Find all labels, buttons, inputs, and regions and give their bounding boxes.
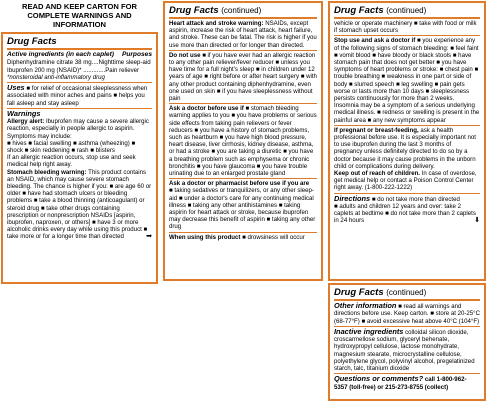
allergy-symptoms: ■ hives ■ facial swelling ■ asthma (wheezing) ■ shock ■ skin reddening ■ rash ■ blisters (7, 139, 136, 155)
continued-label: (continued) (386, 288, 427, 297)
ask-doctor-text: ■ stomach bleeding warning applies to you ■ you have problems or serious side effects from taking pain relievers or fever reducers ■ you have a history of stomach problems, such as heartburn ■ you have high blood pressure, heart disease, liver cirrhosis, kidney disease, asthma, or had a stroke ■ you are taking a diuretic ■ you have a breathing problem such as emphysema or chronic bronchitis ■ you have glaucoma ■ you have trouble urinating due to an enlarged prostate gland (169, 105, 317, 178)
allergy-label: Allergy alert: (7, 118, 45, 126)
continued-top-text: vehicle or operate machinery ■ take with food or milk if stomach upset occurs (334, 20, 477, 35)
do-not-use-label: Do not use (169, 51, 201, 59)
inactive-ingredients-label: Inactive ingredients (334, 326, 404, 336)
keep-away-text: In case of overdose, get medical help or contact a Poison Control Center right away. (1-800-222-1222) (334, 170, 477, 192)
continued-label: (continued) (386, 6, 427, 15)
bleeding-label: Stomach bleeding warning: (7, 168, 87, 176)
uses-label: Uses (7, 83, 25, 93)
ask-pharmacist-text: ■ taking sedatives or tranquilizers, or any other sleep-aid ■ under a doctor's care for any continuing medical illness ■ taking any other antihistamines ■ taking aspirin for heart attack or stroke, because ibuprofen may decrease this benefit of aspirin ■ taking any other drug (169, 187, 316, 231)
pregnancy-text: ask a health professional before use. It is especially important not to use ibuprofen during the last 3 months of pregnancy unless definitely directed to do so by a doctor because it may cause problems in the unborn child or complications during delivery. (334, 126, 476, 170)
down-arrow-icon: ⬇ (474, 217, 480, 225)
middle-panel (163, 1, 323, 281)
warnings-label: Warnings (7, 108, 41, 118)
active-row-1: Diphenhydramine citrate 38 mg....Nighttime sleep-aid (7, 59, 151, 67)
drug-facts-title: Drug Facts (169, 5, 219, 16)
drug-facts-title: Drug Facts (334, 287, 384, 298)
bottom-panel (328, 283, 486, 401)
keep-away-label: Keep out of reach of children. (334, 170, 420, 178)
other-info-text: ■ read all warnings and directions before use. Keep carton. ■ store at 20-25°C (68-77°F) ■ avoid excessive heat above 40°C (104°F) (334, 303, 481, 325)
pregnancy-label: If pregnant or breast-feeding, (334, 126, 419, 134)
allergy-text: Ibuprofen may cause a severe allergic reaction, especially in people allergic to aspirin. Symptoms may include: (7, 118, 149, 140)
inactive-ingredients-text: colloidal silicon dioxide, croscarmellose sodium, glyceryl behenate, hydroxypropyl cellulose, lactose monohydrate, magnesium stearate, microcrystalline cellulose, polyethylene glycol, polyvinyl alcohol, pregelatinized starch, talc, titanium dioxide (334, 328, 475, 373)
directions-first: ■ do not take more than directed (371, 195, 460, 203)
ask-pharmacist-label: Ask a doctor or pharmacist before use if you are (169, 180, 310, 188)
right-panel (328, 1, 486, 281)
heart-warning-text: NSAIDs, except aspirin, increase the risk of heart attack, heart failure, and stroke. These can be fatal. The risk is higher if you use more than directed or for longer than directed. (169, 20, 317, 49)
carton-notice: READ AND KEEP CARTON FOR COMPLETE WARNINGS AND INFORMATION (21, 2, 138, 29)
heart-warning-label: Heart attack and stroke warning: (169, 20, 264, 27)
active-row-2: Ibuprofen 200 mg (NSAID)* .............Pain reliever (7, 66, 140, 74)
stop-use-text: ■ you experience any of the following signs of stomach bleeding: ■ feel faint ■ vomit blood ■ have bloody or black stools ■ have stomach pain that does not get better ■ you have symptoms of heart problems or stroke: ■ chest pain ■ trouble breathing ■ weakness in one part or side of body ■ slurred speech ■ leg swelling ■ pain gets worse or lasts more than 10 days ■ sleeplessness persists continuously for more than 2 weeks. Insomnia may be a symptom of a serious underlying medical illness. ■ redness or swelling is present in the painful area ■ any new symptoms appear (334, 37, 480, 124)
allergy-tail: If an allergic reaction occurs, stop use and seek medical help right away. (7, 154, 136, 169)
uses-text: ■ for relief of occasional sleeplessness when associated with minor aches and pains ■ helps you fall asleep and stay asleep (7, 85, 148, 107)
active-ingredients-label: Active ingredients (in each caplet) (7, 51, 114, 58)
drug-facts-box-1 (1, 32, 158, 284)
when-using-label: When using this product (169, 233, 241, 241)
questions-text: call 1-800-962-5357 (toll-free) or 215-273-8755 (collect) (334, 376, 467, 391)
stop-use-label: Stop use and ask a doctor if (334, 37, 416, 45)
left-panel (0, 0, 159, 403)
when-using-text: ■ drowsiness will occur (242, 233, 305, 241)
drug-facts-title: Drug Facts (334, 5, 384, 16)
drug-facts-title: Drug Facts (7, 36, 57, 47)
continued-label: (continued) (221, 6, 262, 15)
continue-arrow-icon: ➡ (146, 233, 152, 241)
other-info-label: Other information (334, 301, 397, 310)
directions-text: ■ adults and children 12 years and over: take 2 caplets at bedtime ■ do not take more than 2 caplets in 24 hours (334, 203, 476, 225)
do-not-use-text: ■ if you have ever had an allergic reaction to any other pain reliever/fever reducer ■ unless you have time for a full night's sleep ■ in children under 12 years of age ■ right before or after heart surgery ■ with any other product containing diphenhydramine, even one used on skin ■ if you have sleeplessness without pain (169, 51, 317, 103)
bleeding-text: This product contains an NSAID, which may cause severe stomach bleeding. The chance is higher if you: ■ are age 60 or older ■ have had stomach ulcers or bleeding problems ■ take a blood thinning (anticoagulant) or steroid drug ■ take other drugs containing prescription or nonprescription NSAIDs [aspirin, ibuprofen, naproxen, or others] ■ have 3 or more alcoholic drinks every day while using this product ■ take more or for a longer time than directed (7, 168, 152, 241)
purposes-label: Purposes (121, 51, 152, 58)
directions-label: Directions (334, 193, 371, 203)
questions-label: Questions or comments? (334, 374, 424, 384)
ask-doctor-label: Ask a doctor before use if (169, 105, 244, 113)
nsaid-note: *nonsteroidal anti-inflammatory drug (7, 73, 105, 81)
